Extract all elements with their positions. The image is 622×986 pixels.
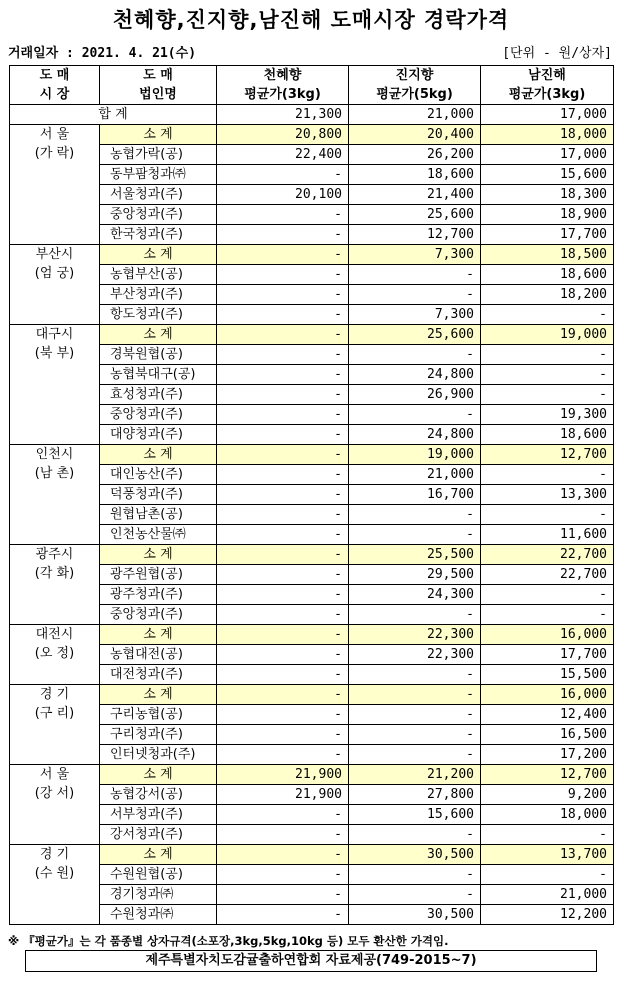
company-name: 대인농산(주) [100, 465, 217, 485]
header-col1: 천혜향 [217, 66, 349, 86]
price-cell: 29,500 [349, 565, 481, 585]
price-cell: - [217, 845, 349, 865]
unit-label: [단위 - 원/상자] [502, 46, 612, 61]
company-name: 수원원협(공) [100, 865, 217, 885]
market-name-line: (남 촌) [34, 466, 75, 481]
price-cell: - [349, 745, 481, 765]
market-name-line: (가 락) [34, 146, 75, 161]
company-name: 광주청과(주) [100, 585, 217, 605]
price-cell: 22,400 [217, 145, 349, 165]
price-cell: 15,600 [481, 165, 614, 185]
price-cell: 12,700 [481, 765, 614, 785]
price-cell: - [349, 685, 481, 705]
market-name [10, 625, 100, 685]
trade-date: 거래일자 : 2021. 4. 21(수) [8, 46, 197, 61]
price-cell: 17,000 [481, 145, 614, 165]
price-cell: - [217, 905, 349, 925]
price-cell: 18,000 [481, 805, 614, 825]
subtotal-row [10, 685, 614, 705]
grand-total-value: 21,300 [217, 105, 349, 125]
company-name: 농협강서(공) [100, 785, 217, 805]
subtotal-row [10, 765, 614, 785]
source-box: 제주특별자치도감귤출하연합회 자료제공(749-2015~7) [25, 950, 597, 972]
price-cell: - [217, 605, 349, 625]
price-cell: - [217, 685, 349, 705]
table-row [10, 165, 614, 185]
table-row [10, 565, 614, 585]
header-market: 도 매 [10, 66, 100, 86]
price-cell: 18,000 [481, 125, 614, 145]
market-name [10, 765, 100, 845]
price-cell: - [217, 645, 349, 665]
price-cell: 21,900 [217, 765, 349, 785]
price-cell: - [481, 465, 614, 485]
table-row [10, 785, 614, 805]
price-cell: - [481, 305, 614, 325]
price-cell: 18,500 [481, 245, 614, 265]
company-name: 광주원협(공) [100, 565, 217, 585]
price-cell: 21,200 [349, 765, 481, 785]
price-cell: 30,500 [349, 845, 481, 865]
price-cell: 26,900 [349, 385, 481, 405]
price-cell: 16,500 [481, 725, 614, 745]
market-name-line: 경 기 [39, 847, 70, 862]
price-cell: 19,000 [349, 445, 481, 465]
price-cell: 22,700 [481, 565, 614, 585]
subtotal-row [10, 245, 614, 265]
price-cell: 25,600 [349, 205, 481, 225]
price-cell: 12,700 [481, 445, 614, 465]
company-name: 원협남촌(공) [100, 505, 217, 525]
price-cell: - [217, 325, 349, 345]
market-name-line: 대전시 [35, 627, 74, 642]
price-cell: 20,100 [217, 185, 349, 205]
price-cell: - [481, 865, 614, 885]
price-cell: 21,000 [481, 885, 614, 905]
price-cell: 20,400 [349, 125, 481, 145]
price-cell: - [217, 825, 349, 845]
price-cell: 26,200 [349, 145, 481, 165]
price-cell: - [349, 265, 481, 285]
price-cell: - [217, 665, 349, 685]
table-row [10, 645, 614, 665]
price-cell: 12,700 [349, 225, 481, 245]
subtotal-row [10, 125, 614, 145]
table-row [10, 185, 614, 205]
company-name: 부산청과(주) [100, 285, 217, 305]
market-name-line: 서 울 [39, 127, 70, 142]
table-row [10, 725, 614, 745]
page-title: 천혜향,진지향,남진해 도매시장 경락가격 [112, 8, 510, 32]
price-cell: - [349, 665, 481, 685]
price-cell: - [217, 465, 349, 485]
market-name-line: (강 서) [34, 786, 75, 801]
header-col1-sub: 평균가(3kg) [217, 85, 349, 105]
company-name: 농협대전(공) [100, 645, 217, 665]
price-cell: 24,800 [349, 425, 481, 445]
price-cell: - [481, 365, 614, 385]
company-name: 대양청과(주) [100, 425, 217, 445]
table-row [10, 285, 614, 305]
price-cell: - [481, 505, 614, 525]
price-cell: - [349, 505, 481, 525]
table-row [10, 405, 614, 425]
market-name [10, 685, 100, 765]
table-row [10, 825, 614, 845]
market-name-line: (북 부) [34, 346, 75, 361]
table-row [10, 865, 614, 885]
price-cell: - [481, 825, 614, 845]
price-cell: - [481, 345, 614, 365]
price-cell: 17,200 [481, 745, 614, 765]
market-name-line: 인천시 [35, 447, 74, 462]
price-cell: - [349, 345, 481, 365]
table-row [10, 305, 614, 325]
price-cell: - [217, 365, 349, 385]
company-name: 중앙청과(주) [100, 205, 217, 225]
price-cell: - [481, 585, 614, 605]
header-col3: 남진해 [481, 66, 614, 86]
grand-total-value: 17,000 [481, 105, 614, 125]
company-name: 한국청과(주) [100, 225, 217, 245]
company-name: 농협가락(공) [100, 145, 217, 165]
table-row [10, 605, 614, 625]
market-name-line: (오 정) [34, 646, 75, 661]
subtotal-row [10, 545, 614, 565]
price-cell: - [217, 705, 349, 725]
table-row [10, 205, 614, 225]
price-cell: - [481, 385, 614, 405]
price-cell: 16,000 [481, 685, 614, 705]
table-row [10, 705, 614, 725]
meta-row [8, 42, 612, 60]
company-name: 인터넷청과(주) [100, 745, 217, 765]
price-cell: - [217, 525, 349, 545]
price-cell: - [217, 445, 349, 465]
table-row [10, 745, 614, 765]
price-cell: 19,000 [481, 325, 614, 345]
table-row [10, 225, 614, 245]
price-cell: 13,300 [481, 485, 614, 505]
price-cell: - [349, 605, 481, 625]
price-cell: 22,300 [349, 625, 481, 645]
table-row [10, 665, 614, 685]
table-row [10, 145, 614, 165]
header-company: 도 매 [100, 66, 217, 86]
price-cell: - [217, 245, 349, 265]
table-row [10, 525, 614, 545]
subtotal-label: 소 계 [100, 765, 217, 785]
market-name-line: (각 화) [34, 566, 75, 581]
company-name: 항도청과(주) [100, 305, 217, 325]
table-row [10, 905, 614, 925]
price-cell: - [217, 805, 349, 825]
company-name: 효성청과(주) [100, 385, 217, 405]
company-name: 농협북대구(공) [100, 365, 217, 385]
price-cell: - [217, 205, 349, 225]
price-table [9, 65, 614, 925]
market-name [10, 125, 100, 245]
market-name-line: 서 울 [39, 767, 70, 782]
price-cell: - [217, 585, 349, 605]
company-name: 구리농협(공) [100, 705, 217, 725]
price-cell: - [217, 385, 349, 405]
price-cell: 24,800 [349, 365, 481, 385]
price-cell: - [217, 405, 349, 425]
price-cell: 20,800 [217, 125, 349, 145]
company-name: 경기청과㈜ [100, 885, 217, 905]
price-cell: - [481, 605, 614, 625]
price-cell: - [217, 885, 349, 905]
market-name [10, 445, 100, 545]
header-col2: 진지향 [349, 66, 481, 86]
table-row [10, 885, 614, 905]
price-cell: 15,600 [349, 805, 481, 825]
price-cell: 13,700 [481, 845, 614, 865]
company-name: 구리청과(주) [100, 725, 217, 745]
subtotal-label: 소 계 [100, 445, 217, 465]
price-cell: - [349, 825, 481, 845]
company-name: 서부청과(주) [100, 805, 217, 825]
price-cell: 30,500 [349, 905, 481, 925]
subtotal-label: 소 계 [100, 845, 217, 865]
price-cell: 12,400 [481, 705, 614, 725]
market-name-line: 광주시 [35, 547, 74, 562]
header-company-sub: 법인명 [100, 85, 217, 105]
subtotal-label: 소 계 [100, 325, 217, 345]
subtotal-row [10, 325, 614, 345]
company-name: 강서청과(주) [100, 825, 217, 845]
price-cell: - [217, 345, 349, 365]
price-cell: - [217, 545, 349, 565]
price-cell: 15,500 [481, 665, 614, 685]
price-cell: - [217, 305, 349, 325]
table-row [10, 345, 614, 365]
price-cell: - [217, 865, 349, 885]
header-col3-sub: 평균가(3kg) [481, 85, 614, 105]
price-cell: - [217, 505, 349, 525]
price-cell: 17,700 [481, 225, 614, 245]
price-cell: - [217, 745, 349, 765]
footnote: ※ 『평균가』는 각 품종별 상자규격(소포장,3kg,5kg,10kg 등) 모두 환산한 가격임. [8, 934, 449, 948]
company-name: 동부팜청과㈜ [100, 165, 217, 185]
price-cell: 22,700 [481, 545, 614, 565]
table-row [10, 585, 614, 605]
price-cell: - [217, 265, 349, 285]
market-name-line: 경 기 [39, 687, 70, 702]
price-cell: - [217, 225, 349, 245]
table-row [10, 485, 614, 505]
price-cell: 27,800 [349, 785, 481, 805]
company-name: 경북원협(공) [100, 345, 217, 365]
header-col2-sub: 평균가(5kg) [349, 85, 481, 105]
table-row [10, 425, 614, 445]
table-row [10, 365, 614, 385]
subtotal-row [10, 625, 614, 645]
market-name-line: 대구시 [35, 327, 74, 342]
subtotal-label: 소 계 [100, 245, 217, 265]
market-name-line: 부산시 [35, 247, 74, 262]
price-cell: 18,900 [481, 205, 614, 225]
subtotal-label: 소 계 [100, 125, 217, 145]
market-name [10, 245, 100, 325]
price-cell: 18,600 [349, 165, 481, 185]
company-name: 중앙청과(주) [100, 405, 217, 425]
company-name: 덕풍청과(주) [100, 485, 217, 505]
price-cell: 25,600 [349, 325, 481, 345]
price-cell: 21,000 [349, 465, 481, 485]
company-name: 농협부산(공) [100, 265, 217, 285]
grand-total-value: 21,000 [349, 105, 481, 125]
price-cell: 18,200 [481, 285, 614, 305]
table-row [10, 265, 614, 285]
price-cell: - [349, 705, 481, 725]
market-name-line: (구 리) [34, 706, 75, 721]
price-cell: - [349, 725, 481, 745]
market-name-line: (엄 궁) [34, 266, 75, 281]
company-name: 인천농산물㈜ [100, 525, 217, 545]
price-cell: - [217, 625, 349, 645]
company-name: 수원청과㈜ [100, 905, 217, 925]
price-cell: 18,600 [481, 425, 614, 445]
subtotal-label: 소 계 [100, 685, 217, 705]
table-row [10, 385, 614, 405]
price-cell: - [217, 565, 349, 585]
price-cell: - [217, 425, 349, 445]
price-cell: 21,400 [349, 185, 481, 205]
price-cell: - [217, 165, 349, 185]
price-cell: 17,700 [481, 645, 614, 665]
price-cell: 9,200 [481, 785, 614, 805]
price-cell: - [217, 725, 349, 745]
price-cell: 16,700 [349, 485, 481, 505]
price-cell: 18,600 [481, 265, 614, 285]
subtotal-label: 소 계 [100, 625, 217, 645]
price-cell: 22,300 [349, 645, 481, 665]
price-cell: - [349, 865, 481, 885]
price-cell: 21,900 [217, 785, 349, 805]
market-name [10, 325, 100, 445]
grand-total-row [10, 105, 614, 125]
price-cell: 18,300 [481, 185, 614, 205]
price-cell: 25,500 [349, 545, 481, 565]
price-cell: - [349, 525, 481, 545]
subtotal-label: 소 계 [100, 545, 217, 565]
price-cell: - [217, 285, 349, 305]
subtotal-row [10, 845, 614, 865]
subtotal-row [10, 445, 614, 465]
price-cell: - [217, 485, 349, 505]
company-name: 서울청과(주) [100, 185, 217, 205]
company-name: 중앙청과(주) [100, 605, 217, 625]
price-cell: - [349, 885, 481, 905]
market-name [10, 545, 100, 625]
price-cell: 11,600 [481, 525, 614, 545]
price-cell: 24,300 [349, 585, 481, 605]
price-cell: 7,300 [349, 305, 481, 325]
price-cell: 12,200 [481, 905, 614, 925]
company-name: 대전청과(주) [100, 665, 217, 685]
price-cell: - [349, 405, 481, 425]
table-row [10, 505, 614, 525]
grand-total-label: 합 계 [10, 105, 217, 125]
table-row [10, 465, 614, 485]
price-cell: 7,300 [349, 245, 481, 265]
header-market-sub: 시 장 [10, 85, 100, 105]
table-body [10, 105, 614, 925]
price-cell: - [349, 285, 481, 305]
market-name-line: (수 원) [34, 866, 75, 881]
price-cell: 19,300 [481, 405, 614, 425]
price-cell: 16,000 [481, 625, 614, 645]
market-name [10, 845, 100, 925]
table-row [10, 805, 614, 825]
